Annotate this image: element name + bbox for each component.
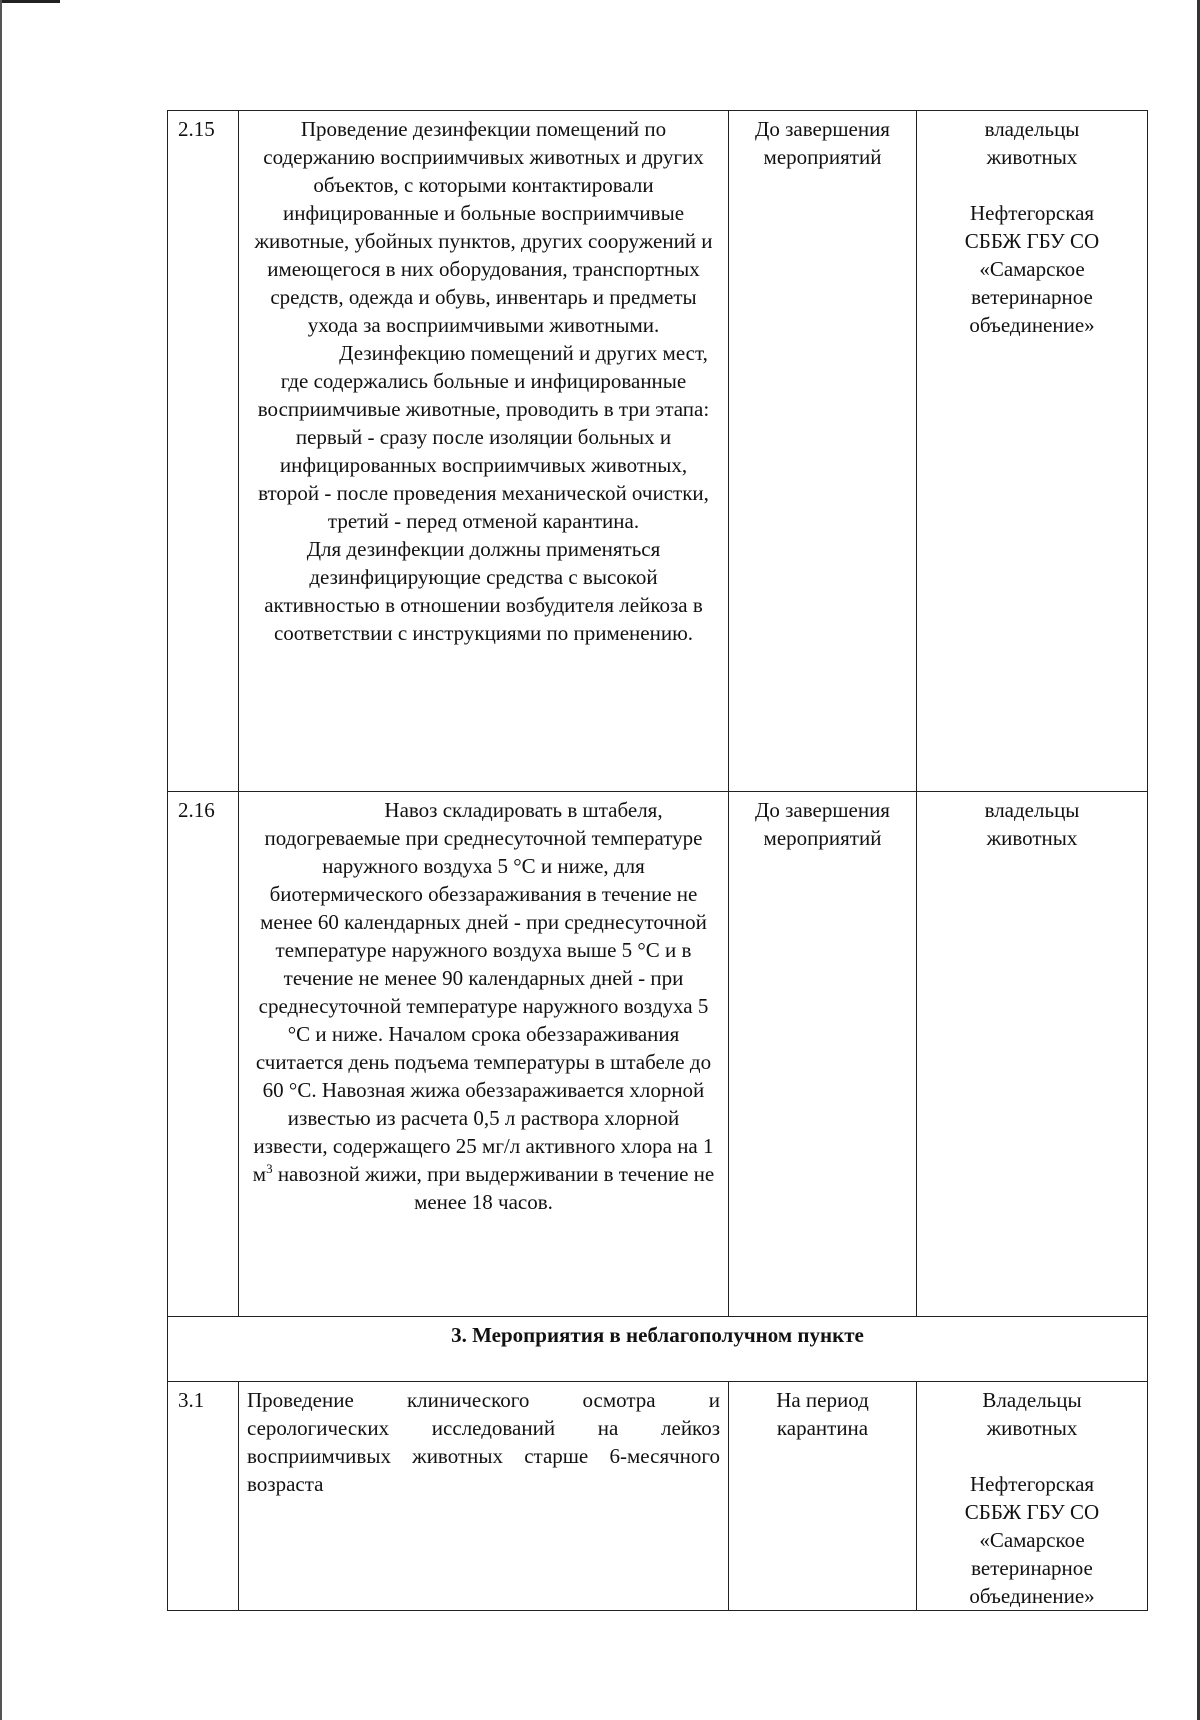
responsible-owners: владельцы животных	[984, 798, 1080, 850]
scan-artifact-top	[0, 0, 60, 3]
section-title: 3. Мероприятия в неблагополучном пункте	[168, 1317, 1148, 1382]
row-description	[239, 111, 729, 792]
description-paragraph	[251, 796, 716, 1216]
superscript: 3	[266, 1161, 273, 1176]
table-row-3-1	[168, 1382, 1148, 1611]
row-description: Проведение клинического осмотра и серологических исследований на лейкоз восприимчивых животных старше 6-месячного возраста	[239, 1382, 729, 1611]
row-responsible	[917, 792, 1148, 1317]
table-row-2-15	[168, 111, 1148, 792]
description-paragraph: Дезинфекцию помещений и других мест, где содержались больные и инфицированные восприимчивые животные, проводить в три этапа: первый - сразу после изоляции больных и инфицированных восприимчивых животных, второй - после проведения механической очистки, третий - перед отменой карантина.	[257, 341, 710, 533]
row-term: До завершения мероприятий	[729, 792, 917, 1317]
responsible-organization: Нефтегорская СББЖ ГБУ СО «Самарское ветеринарное объединение»	[964, 1472, 1100, 1608]
description-text: навозной жижи, при выдерживании в течение не менее 18 часов.	[272, 1162, 715, 1214]
row-description	[239, 792, 729, 1317]
scan-edge-left	[0, 0, 2, 1720]
measures-table	[167, 110, 1148, 1611]
row-term	[729, 1382, 917, 1611]
row-responsible	[917, 1382, 1148, 1611]
row-number: 2.15	[168, 111, 239, 792]
description-paragraph: Для дезинфекции должны применяться дезинфицирующие средства с высокой активностью в отношении возбудителя лейкоза в соответствии с инструкциями по применению.	[264, 537, 703, 645]
row-number: 3.1	[168, 1382, 239, 1611]
responsible-owners: владельцы животных	[984, 117, 1080, 169]
term-text: На период карантина	[776, 1388, 869, 1440]
responsible-organization: Нефтегорская СББЖ ГБУ СО «Самарское ветеринарное объединение»	[964, 201, 1100, 337]
description-text: Навоз складировать в штабеля, подогреваемые при среднесуточной температуре наружного воздуха 5 °С и ниже, для биотермического обеззараживания в течение не менее 60 календарных дней - при среднесуточной температуре наружного воздуха выше 5 °С и в течение не менее 90 календарных дней - при среднесуточной температуре наружного воздуха 5 °С и ниже. Началом срока обеззараживания считается день подъема температуры в штабеле до 60 °С. Навозная жижа обеззараживается хлорной известью из расчета 0,5 л раствора хлорной извести, содержащего 25 мг/л активного хлора на 1 м	[252, 798, 714, 1186]
table-row-2-16	[168, 792, 1148, 1317]
responsible-owners: Владельцы животных	[982, 1388, 1082, 1440]
row-responsible	[917, 111, 1148, 792]
section-row	[168, 1317, 1148, 1382]
row-number: 2.16	[168, 792, 239, 1317]
description-paragraph: Проведение дезинфекции помещений по содержанию восприимчивых животных и других объектов, с которыми контактировали инфицированные и больные восприимчивые животные, убойных пунктов, других сооружений и имеющегося в них оборудования, транспортных средств, одежда и обувь, инвентарь и предметы ухода за восприимчивыми животными.	[254, 117, 713, 337]
row-term: До завершения мероприятий	[729, 111, 917, 792]
